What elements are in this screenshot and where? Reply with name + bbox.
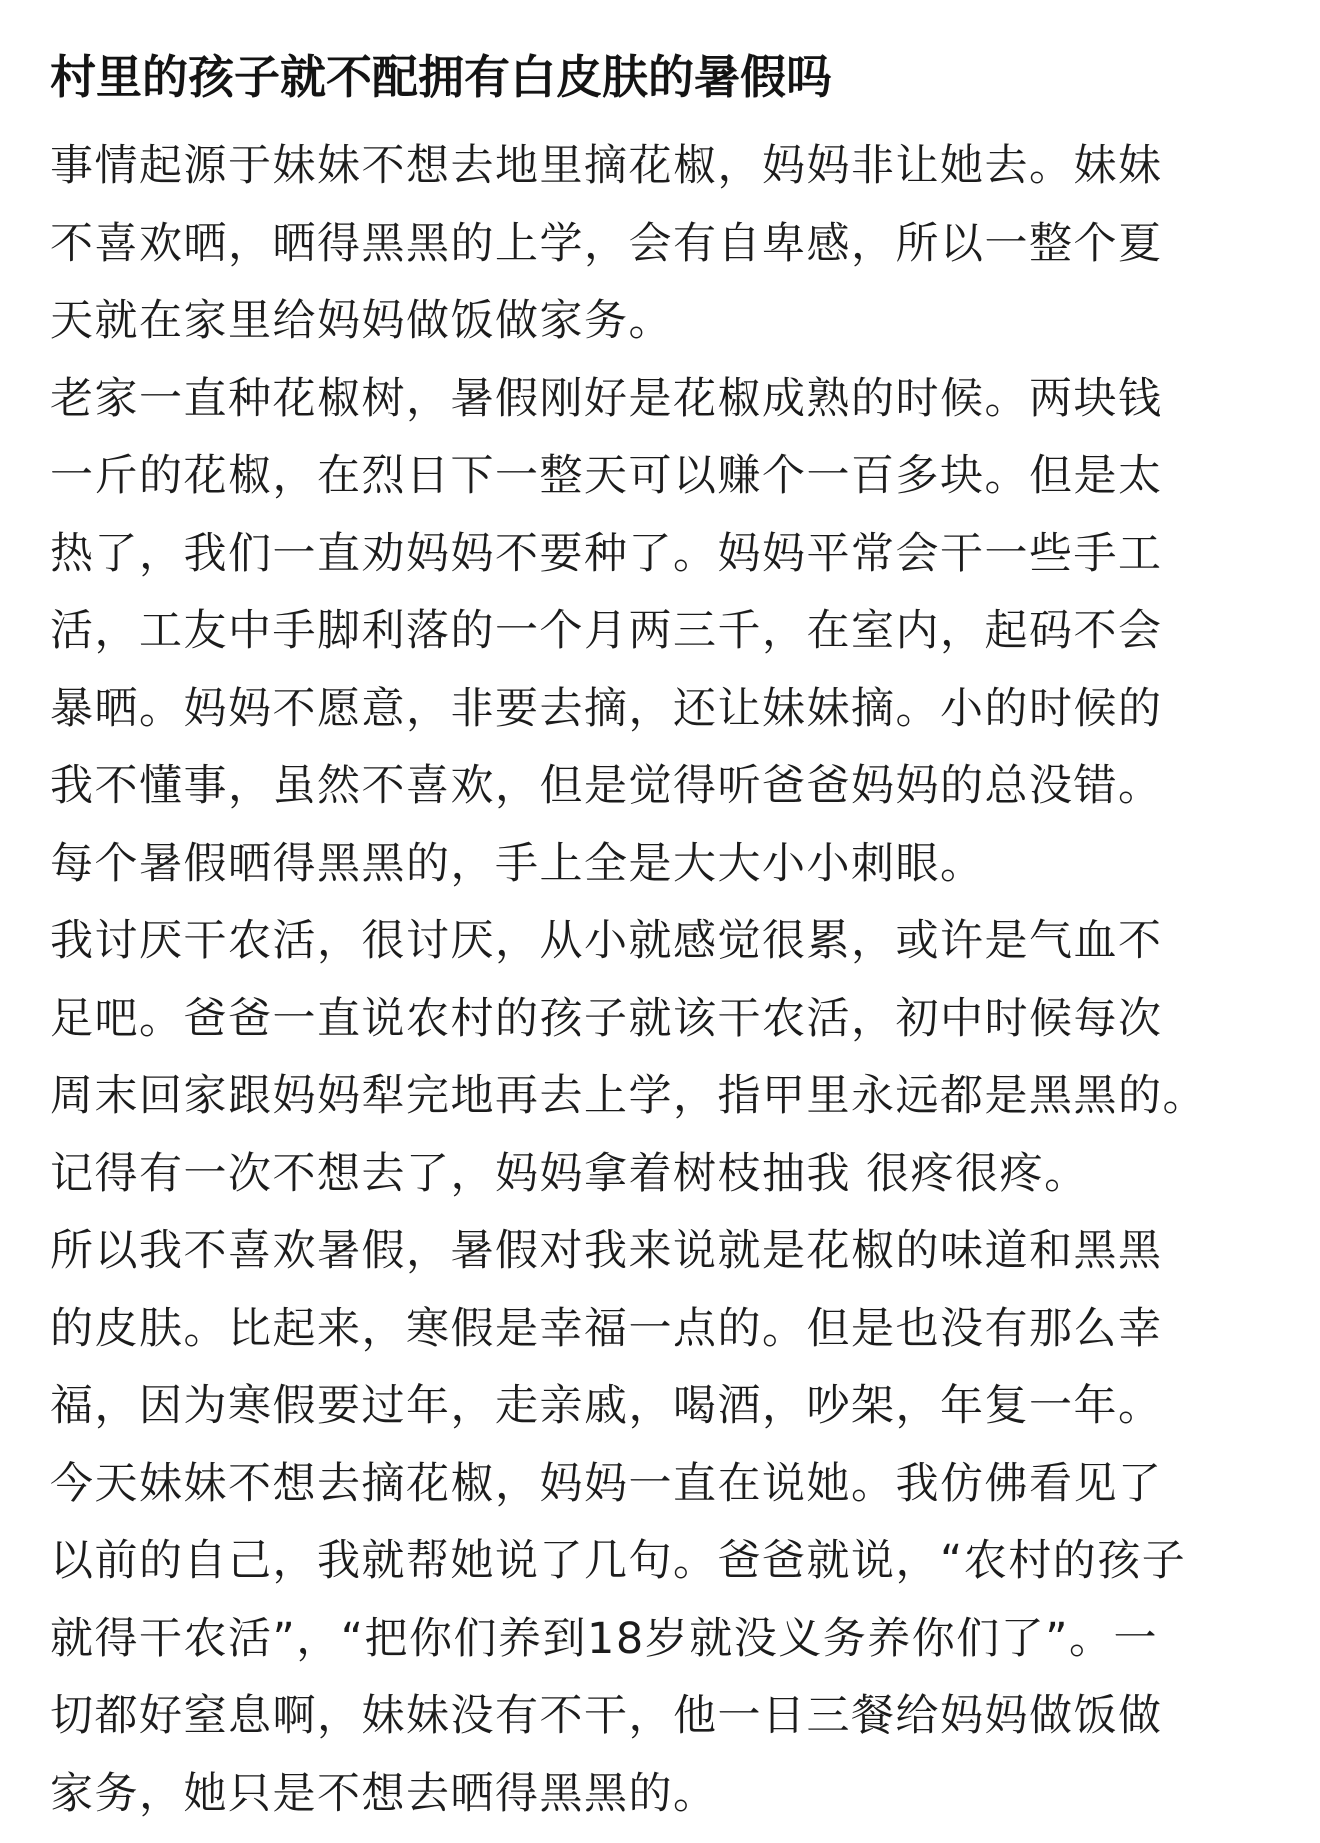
article-body xyxy=(50,128,1275,1833)
body-line: 暴晒。妈妈不愿意，非要去摘，还让妹妹摘。小的时候的 xyxy=(50,683,1163,734)
body-line: 记得有一次不想去了，妈妈拿着树枝抽我 很疼很疼。 xyxy=(50,1148,1089,1199)
body-line: 以前的自己，我就帮她说了几句。爸爸就说，“农村的孩子 xyxy=(50,1536,1187,1586)
body-line: 福，因为寒假要过年，走亲戚，喝酒，吵架，年复一年。 xyxy=(50,1381,1163,1431)
body-line: 所以我不喜欢暑假，暑假对我来说就是花椒的味道和黑黑 xyxy=(50,1226,1163,1276)
body-line: 的皮肤。比起来，寒假是幸福一点的。但是也没有那么幸 xyxy=(50,1303,1163,1354)
body-line: 一斤的花椒，在烈日下一整天可以赚个一百多块。但是太 xyxy=(50,451,1163,501)
body-line: 每个暑假晒得黑黑的，手上全是大大小小刺眼。 xyxy=(50,838,985,889)
article xyxy=(50,40,1275,1833)
body-line: 就得干农活”，“把你们养到18岁就没义务养你们了”。一 xyxy=(50,1613,1159,1664)
body-line: 不喜欢晒，晒得黑黑的上学，会有自卑感，所以一整个夏 xyxy=(50,218,1163,269)
body-line: 今天妹妹不想去摘花椒，妈妈一直在说她。我仿佛看见了 xyxy=(50,1458,1163,1509)
body-line: 周末回家跟妈妈犁完地再去上学，指甲里永远都是黑黑的。 xyxy=(50,1071,1207,1121)
body-line: 切都好窒息啊，妹妹没有不干，他一日三餐给妈妈做饭做 xyxy=(50,1691,1163,1741)
body-line: 热了，我们一直劝妈妈不要种了。妈妈平常会干一些手工 xyxy=(50,528,1163,579)
body-line: 家务，她只是不想去晒得黑黑的。 xyxy=(50,1768,718,1819)
body-line: 我不懂事，虽然不喜欢，但是觉得听爸爸妈妈的总没错。 xyxy=(50,761,1163,811)
body-line: 事情起源于妹妹不想去地里摘花椒，妈妈非让她去。妹妹 xyxy=(50,141,1163,191)
body-line: 天就在家里给妈妈做饭做家务。 xyxy=(50,296,673,346)
body-line: 活，工友中手脚利落的一个月两三千，在室内，起码不会 xyxy=(50,606,1163,656)
body-line: 老家一直种花椒树，暑假刚好是花椒成熟的时候。两块钱 xyxy=(50,373,1163,424)
body-line: 足吧。爸爸一直说农村的孩子就该干农活，初中时候每次 xyxy=(50,993,1163,1044)
body-line: 我讨厌干农活，很讨厌，从小就感觉很累，或许是气血不 xyxy=(50,916,1163,966)
article-title: 村里的孩子就不配拥有白皮肤的暑假吗 xyxy=(50,50,832,104)
